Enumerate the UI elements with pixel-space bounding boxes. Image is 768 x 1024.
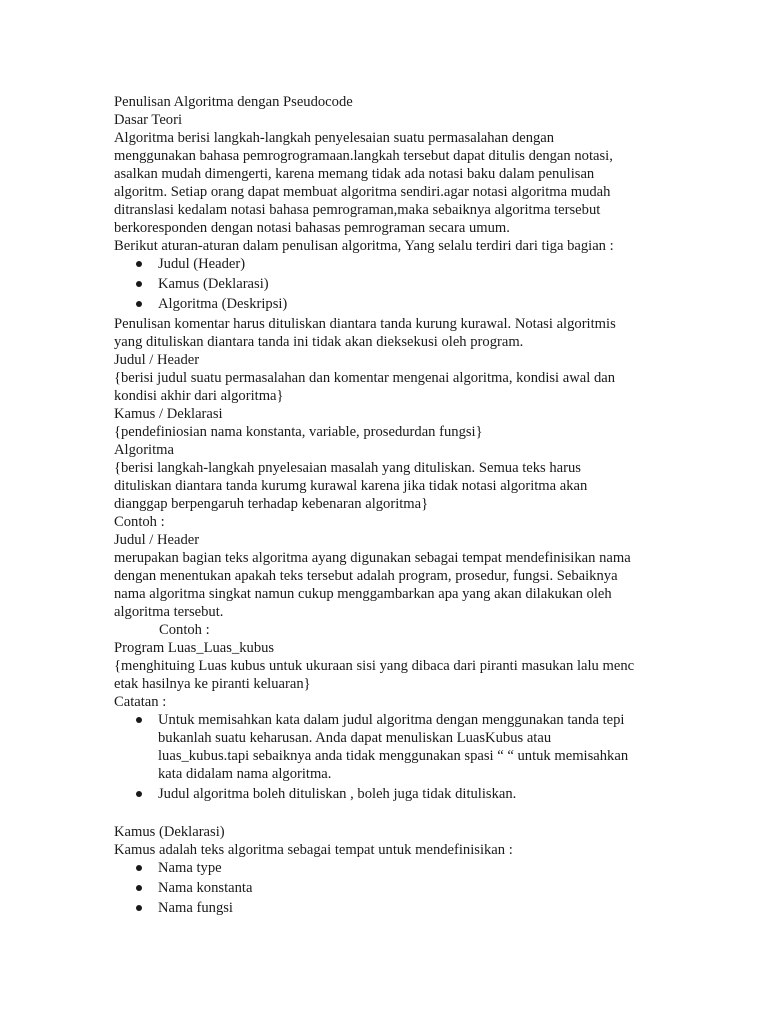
- section-heading-dasar-teori: Dasar Teori: [114, 112, 183, 128]
- paragraph-judul: {berisi judul suatu permasalahan dan komentar mengenai algoritma, kondisi awal dan kondisi akhir dari algoritma}: [114, 370, 616, 404]
- heading-kamus-deklarasi: Kamus / Deklarasi: [114, 406, 223, 422]
- heading-judul-header: Judul / Header: [114, 352, 200, 368]
- list-item: Nama type: [158, 859, 754, 879]
- catatan-list: [114, 711, 754, 805]
- paragraph-aturan: Berikut aturan-aturan dalam penulisan algoritma, Yang selalu terdiri dari tiga bagian :: [114, 238, 614, 254]
- list-item: Nama konstanta: [158, 879, 754, 899]
- document-title: Penulisan Algoritma dengan Pseudocode: [114, 94, 353, 110]
- heading-judul-header-2: Judul / Header: [114, 532, 200, 548]
- program-comment: {menghituing Luas kubus untuk ukuraan sisi yang dibaca dari piranti masukan lalu menc etak hasilnya ke piranti keluaran}: [114, 658, 635, 692]
- heading-algoritma: Algoritma: [114, 442, 174, 458]
- document-page: [114, 93, 754, 919]
- spacer: [114, 805, 754, 823]
- list-item: Untuk memisahkan kata dalam judul algoritma dengan menggunakan tanda tepi bukanlah suatu keharusan. Anda dapat menuliskan LuasKubus atau luas_kubus.tapi sebaiknya anda tidak menggunakan spasi “ “ untuk memisahkan kata didalam nama algoritma.: [158, 711, 754, 785]
- program-line: Program Luas_Luas_kubus: [114, 640, 275, 656]
- contoh-label-indented: Contoh :: [159, 622, 210, 638]
- catatan-label: Catatan :: [114, 694, 167, 710]
- list-item: Algoritma (Deskripsi): [158, 295, 754, 315]
- paragraph-judul-2: merupakan bagian teks algoritma ayang digunakan sebagai tempat mendefinisikan nama dengan menentukan apakah teks tersebut adalah program, prosedur, fungsi. Sebaiknya nama algoritma singkat namun cukup menggambarkan apa yang akan dilakukan oleh algoritma tersebut.: [114, 550, 631, 620]
- bagian-list: [114, 255, 754, 315]
- list-item: Judul (Header): [158, 255, 754, 275]
- list-item: Kamus (Deklarasi): [158, 275, 754, 295]
- paragraph-algoritma: {berisi langkah-langkah pnyelesaian masalah yang dituliskan. Semua teks harus dituliskan diantara tanda kurumg kurawal karena jika tidak notasi algoritma akan dianggap berpengaruh terhadap kebenaran algoritma}: [114, 460, 588, 512]
- list-item: Judul algoritma boleh dituliskan , boleh juga tidak dituliskan.: [158, 785, 754, 805]
- paragraph-kamus: {pendefiniosian nama konstanta, variable, prosedurdan fungsi}: [114, 424, 483, 440]
- kamus-list: [114, 859, 754, 919]
- contoh-label: Contoh :: [114, 514, 165, 530]
- paragraph-kamus-2: Kamus adalah teks algoritma sebagai tempat untuk mendefinisikan :: [114, 842, 513, 858]
- list-item: Nama fungsi: [158, 899, 754, 919]
- paragraph-komentar: Penulisan komentar harus dituliskan diantara tanda kurung kurawal. Notasi algoritmis yang dituliskan diantara tanda ini tidak akan dieksekusi oleh program.: [114, 316, 616, 350]
- heading-kamus-deklarasi-2: Kamus (Deklarasi): [114, 824, 225, 840]
- paragraph-intro: Algoritma berisi langkah-langkah penyelesaian suatu permasalahan dengan menggunakan bahasa pemrogrogramaan.langkah tersebut dapat ditulis dengan notasi, asalkan mudah dimengerti, karena memang tidak ada notasi baku dalam penulisan algoritm. Setiap orang dapat membuat algoritma sendiri.agar notasi algoritma mudah ditranslasi kedalam notasi bahasa pemrograman,maka sebaiknya algoritma tersebut berkoresponden dengan notasi bahasas pemrograman secara umum.: [114, 130, 613, 236]
